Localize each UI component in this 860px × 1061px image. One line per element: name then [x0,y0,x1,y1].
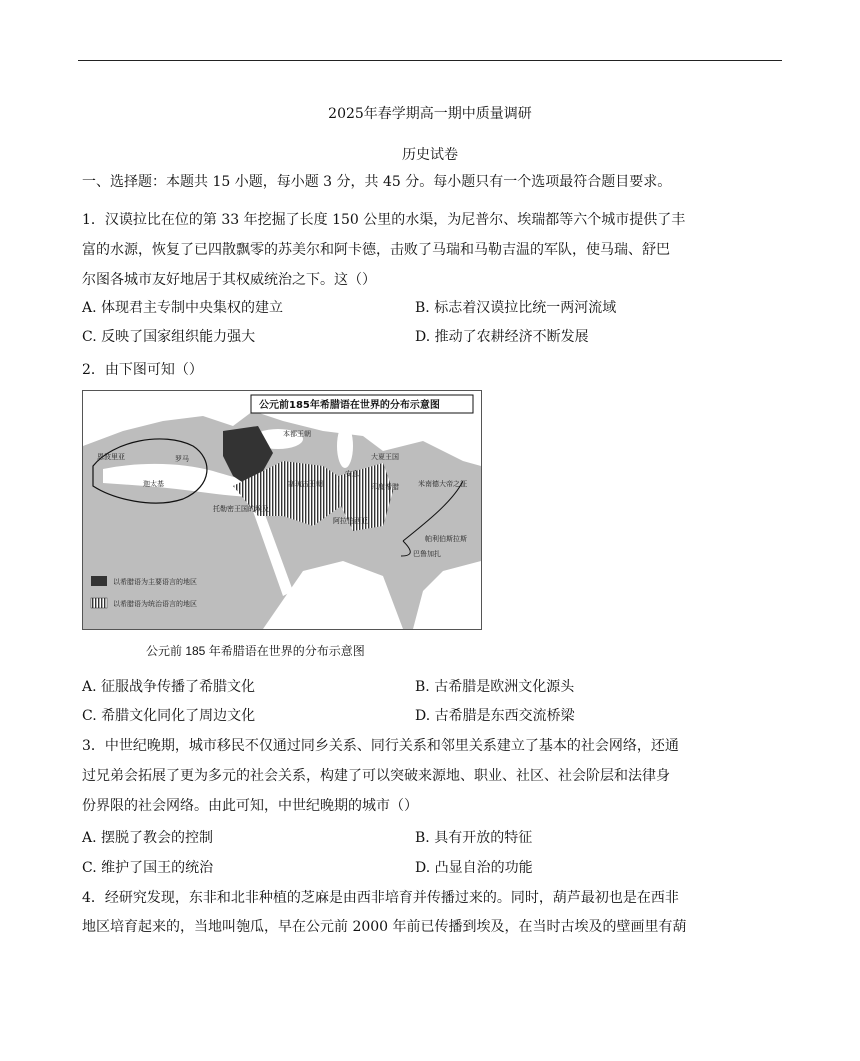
q3-option-b[interactable]: B. 具有开放的特征 [415,830,533,846]
q1-stem-line: 尔图各城市友好地居于其权威统治之下。这（） [82,272,376,288]
map-label: 阿拉伯西亚 [333,517,368,525]
map-label: 印度希腊 [371,483,399,491]
q2-option-d[interactable]: D. 古希腊是东西交流桥梁 [415,708,575,724]
map-label: 帕利伯斯拉斯 [425,535,467,543]
q3-option-d[interactable]: D. 凸显自治的功能 [415,860,533,876]
q1-option-d[interactable]: D. 推动了农耕经济不断发展 [415,329,589,345]
map-label: 大夏王国 [371,453,399,461]
q1-option-c[interactable]: C. 反映了国家组织能力强大 [82,329,256,345]
q3-stem-line: 3．中世纪晚期，城市移民不仅通过同乡关系、同行关系和邻里关系建立了基本的社会网络，还通 [82,738,679,754]
q1-stem-line: 1．汉谟拉比在位的第 33 年挖掘了长度 150 公里的水渠，为尼普尔、埃瑞都等六个城市提供了丰 [82,212,686,228]
q1-stem-line: 富的水源，恢复了已四散飘零的苏美尔和阿卡德，击败了马瑞和马勒吉温的军队，使马瑞、舒巴 [82,242,670,258]
map-label: 巴鲁加扎 [413,550,441,558]
map-caption: 公元前 185 年希腊语在世界的分布示意图 [146,644,365,658]
legend-swatch-ruling [91,598,107,608]
q1-option-a[interactable]: A. 体现君主专制中央集权的建立 [82,300,284,316]
map-title: 公元前185年希腊语在世界的分布示意图 [259,400,440,411]
legend-swatch-main [91,576,107,586]
map-label: 恩波里亚 [97,453,125,461]
q3-stem-line: 过兄弟会拓展了更为多元的社会关系，构建了可以突破来源地、职业、社区、社会阶层和法律身 [82,768,670,784]
q2-option-b[interactable]: B. 古希腊是欧洲文化源头 [415,679,575,695]
q2-option-c[interactable]: C. 希腊文化同化了周边文化 [82,708,256,724]
exam-subtitle: 历史试卷 [402,147,458,163]
map-label: 塞琉古王朝 [288,480,323,488]
map-label: 米南德大帝之征 [418,480,467,488]
q4-stem-line: 地区培育起来的，当地叫匏瓜，早在公元前 2000 年前已传播到埃及，在当时古埃及的壁画里有葫 [82,919,687,935]
legend-ruling-label: 以希腊语为统治语言的地区 [113,600,197,608]
q4-stem-line: 4．经研究发现，东非和北非种植的芝麻是由西非培育并传播过来的。同时，葫芦最初也是在西非 [82,890,679,906]
legend-main-label: 以希腊语为主要语言的地区 [113,578,197,586]
map-label: 迦太基 [143,480,164,488]
q1-option-b[interactable]: B. 标志着汉谟拉比统一两河流域 [415,300,617,316]
q2-option-a[interactable]: A. 征服战争传播了希腊文化 [82,679,256,695]
exam-title: 2025年春学期高一期中质量调研 [328,106,532,122]
map-label: 本都王朝 [283,430,311,438]
map-graphic [83,391,481,629]
q3-stem-line: 份界限的社会网络。由此可知，中世纪晚期的城市（） [82,798,418,814]
q3-option-c[interactable]: C. 维护了国王的统治 [82,860,214,876]
map-label: 托勒密王国的埃及 [213,505,269,513]
map-label: 安息 [345,470,359,478]
greek-distribution-map [82,390,482,630]
map-label: 罗马 [175,455,189,463]
section-instruction: 一、选择题：本题共 15 小题，每小题 3 分，共 45 分。每小题只有一个选项最符合题目要求。 [82,174,672,190]
q2-stem: 2．由下图可知（） [82,362,203,378]
q3-option-a[interactable]: A. 摆脱了教会的控制 [82,830,214,846]
top-rule [78,60,782,61]
